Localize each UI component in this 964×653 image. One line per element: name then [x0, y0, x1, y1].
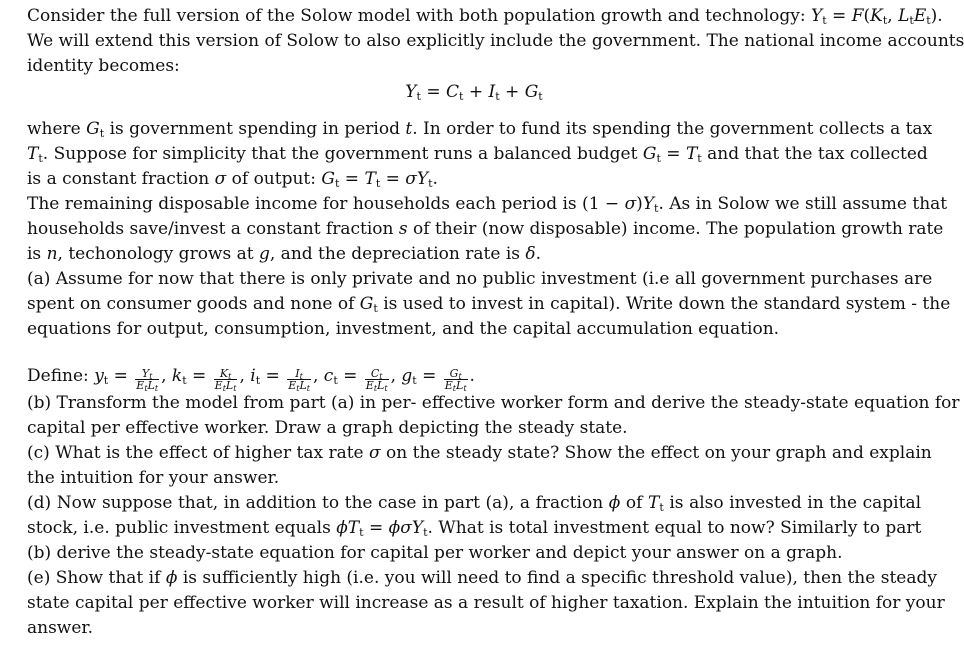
part-b: (b) Transform the model from part (a) in per- effective worker form and derive the steady-state equation for capital per effective worker. Draw a graph depicting the steady state.	[27, 393, 960, 438]
part-a: (a) Assume for now that there is only private and no public investment (i.e all government purchases are spent on consumer goods and none of $G_t$ is used to invest in capital). Write down the standard system - the equations for output, consumption, investment, and the capital accumulation equation.	[27, 269, 951, 339]
intro-line-2: We will extend this version of Solow to also explicitly include the government. The national income accounts	[27, 31, 964, 51]
part-e: (e) Show that if ϕ is sufficiently high (i.e. you will need to find a specific threshold value), then the steady state capital per effective worker will increase as a result of higher taxation. Explain the intuition for your answer.	[27, 568, 945, 638]
intro-line-1: Consider the full version of the Solow model with both population growth and technology:	[27, 6, 806, 26]
per-worker-definitions: Define: $y_t$ = $\frac{Y_t}{E_tL_t}$ , $k_t$ = $\frac{K_t}{E_tL_t}$ , $i_t$ = $\frac{I_t}{E_tL_t}$ , $c_t$ = $\frac{C_t}{E_tL_t}$ , $g_t$ = $\frac{G_t}{E_tL_t}$ .	[27, 366, 475, 393]
intro-paragraph: Consider the full version of the Solow model with both population growth and technology: $Y_t = F(K_t$, $L_tE_t$). We will extend this version of Solow to also explicitly include the government. The national income accounts identity becomes:	[27, 4, 921, 79]
part-d: (d) Now suppose that, in addition to the case in part (a), a fraction ϕ of $T_t$ is also invested in the capital stock, i.e. public investment equals $\phi T_t = \phi\sigma Y_t$. What is total investment equal to now? Similarly to part (b) derive the steady-state equation for capital per worker and depict your answer on a graph.	[27, 493, 922, 563]
intro-line-3: identity becomes:	[27, 56, 180, 76]
income-identity-equation: $Y_t = C_t + I_t + G_t$	[405, 82, 543, 103]
government-paragraph: where $G_t$ is government spending in period t. In order to fund its spending the government collects a tax $T_t$. Suppose for simplicity that the government runs a balanced budget $G_t = T_t$ and that the tax collected is a constant fraction σ of output: $G_t = T_t = \sigma Y_t$. The remaining disposable income for households each period is $(1 - \sigma)Y_t$. As in Solow we still assume that households save/invest a constant fraction s of their (now disposable) income. The population growth rate is n, techonology grows at g, and the depreciation rate is δ.	[27, 119, 948, 264]
part-c: (c) What is the effect of higher tax rate σ on the steady state? Show the effect on your graph and explain the intuition for your answer.	[27, 443, 932, 488]
